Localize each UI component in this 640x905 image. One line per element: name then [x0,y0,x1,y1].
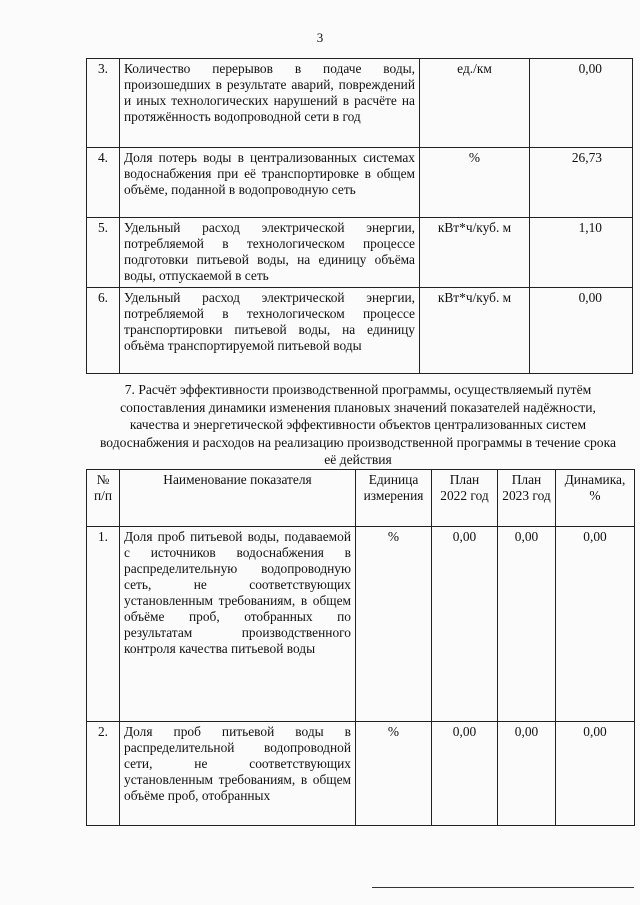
header-plan-2023: План 2023 год [498,470,556,527]
dynamics-cell: 0,00 [556,527,635,722]
plan-2022-cell: 0,00 [432,527,498,722]
table-row [87,218,633,288]
header-unit: Единица измерения [356,470,432,527]
table-row [87,527,635,722]
header-plan-2022: План 2022 год [432,470,498,527]
indicator-name: Доля потерь воды в централизованных системах водоснабжения при её транспортировке в общем объёме, поданной в водопроводную сеть [120,148,420,218]
footer-divider [372,887,634,888]
row-number: 5. [87,218,120,288]
header-dynamics: Динамика, % [556,470,635,527]
indicators-table-continued [86,58,633,374]
table-row [87,59,633,148]
row-number: 2. [87,722,120,826]
unit-cell: % [356,527,432,722]
plan-2023-cell: 0,00 [498,722,556,826]
dynamics-cell: 0,00 [556,722,635,826]
indicator-name: Доля проб питьевой воды в распределительной водопроводной сети, не соответствующих установленным требованиям, в общем объёме проб, отобранных [120,722,356,826]
section-title: 7. Расчёт эффективности производственной программы, осуществляемый путём сопоставления динамики изменения плановых значений показателей надёжности, качества и энергетической эффективности объектов централизованных систем водоснабжения и расходов на реализацию производственной программы в течение срока её действия [99,382,617,467]
value-cell: 1,10 [530,218,633,288]
plan-2022-cell: 0,00 [432,722,498,826]
table-row [87,148,633,218]
unit-cell: ед./км [420,59,530,148]
efficiency-table [86,469,635,826]
value-cell: 0,00 [530,288,633,374]
indicator-name: Доля проб питьевой воды, подаваемой с источников водоснабжения в распределительную водопроводную сеть, не соответствующих установленным требованиям, в общем объёме проб, отобранных по результатам производственного контроля качества питьевой воды [120,527,356,722]
unit-cell: % [356,722,432,826]
indicator-name: Количество перерывов в подаче воды, произошедших в результате аварий, повреждений и иных технологических нарушений в расчёте на протяжённость водопроводной сети в год [120,59,420,148]
page-number: 3 [316,30,324,45]
row-number: 6. [87,288,120,374]
value-cell: 26,73 [530,148,633,218]
indicator-name: Удельный расход электрической энергии, потребляемой в технологическом процессе подготовки питьевой воды, на единицу объёма воды, отпускаемой в сеть [120,218,420,288]
table-row [87,722,635,826]
header-num: № п/п [87,470,120,527]
unit-cell: кВт*ч/куб. м [420,218,530,288]
table-row [87,288,633,374]
indicator-name: Удельный расход электрической энергии, потребляемой в технологическом процессе транспортировки питьевой воды, на единицу объёма транспортируемой питьевой воды [120,288,420,374]
header-name: Наименование показателя [120,470,356,527]
plan-2023-cell: 0,00 [498,527,556,722]
row-number: 1. [87,527,120,722]
unit-cell: кВт*ч/куб. м [420,288,530,374]
row-number: 4. [87,148,120,218]
value-cell: 0,00 [530,59,633,148]
unit-cell: % [420,148,530,218]
table-header-row [87,470,635,527]
row-number: 3. [87,59,120,148]
